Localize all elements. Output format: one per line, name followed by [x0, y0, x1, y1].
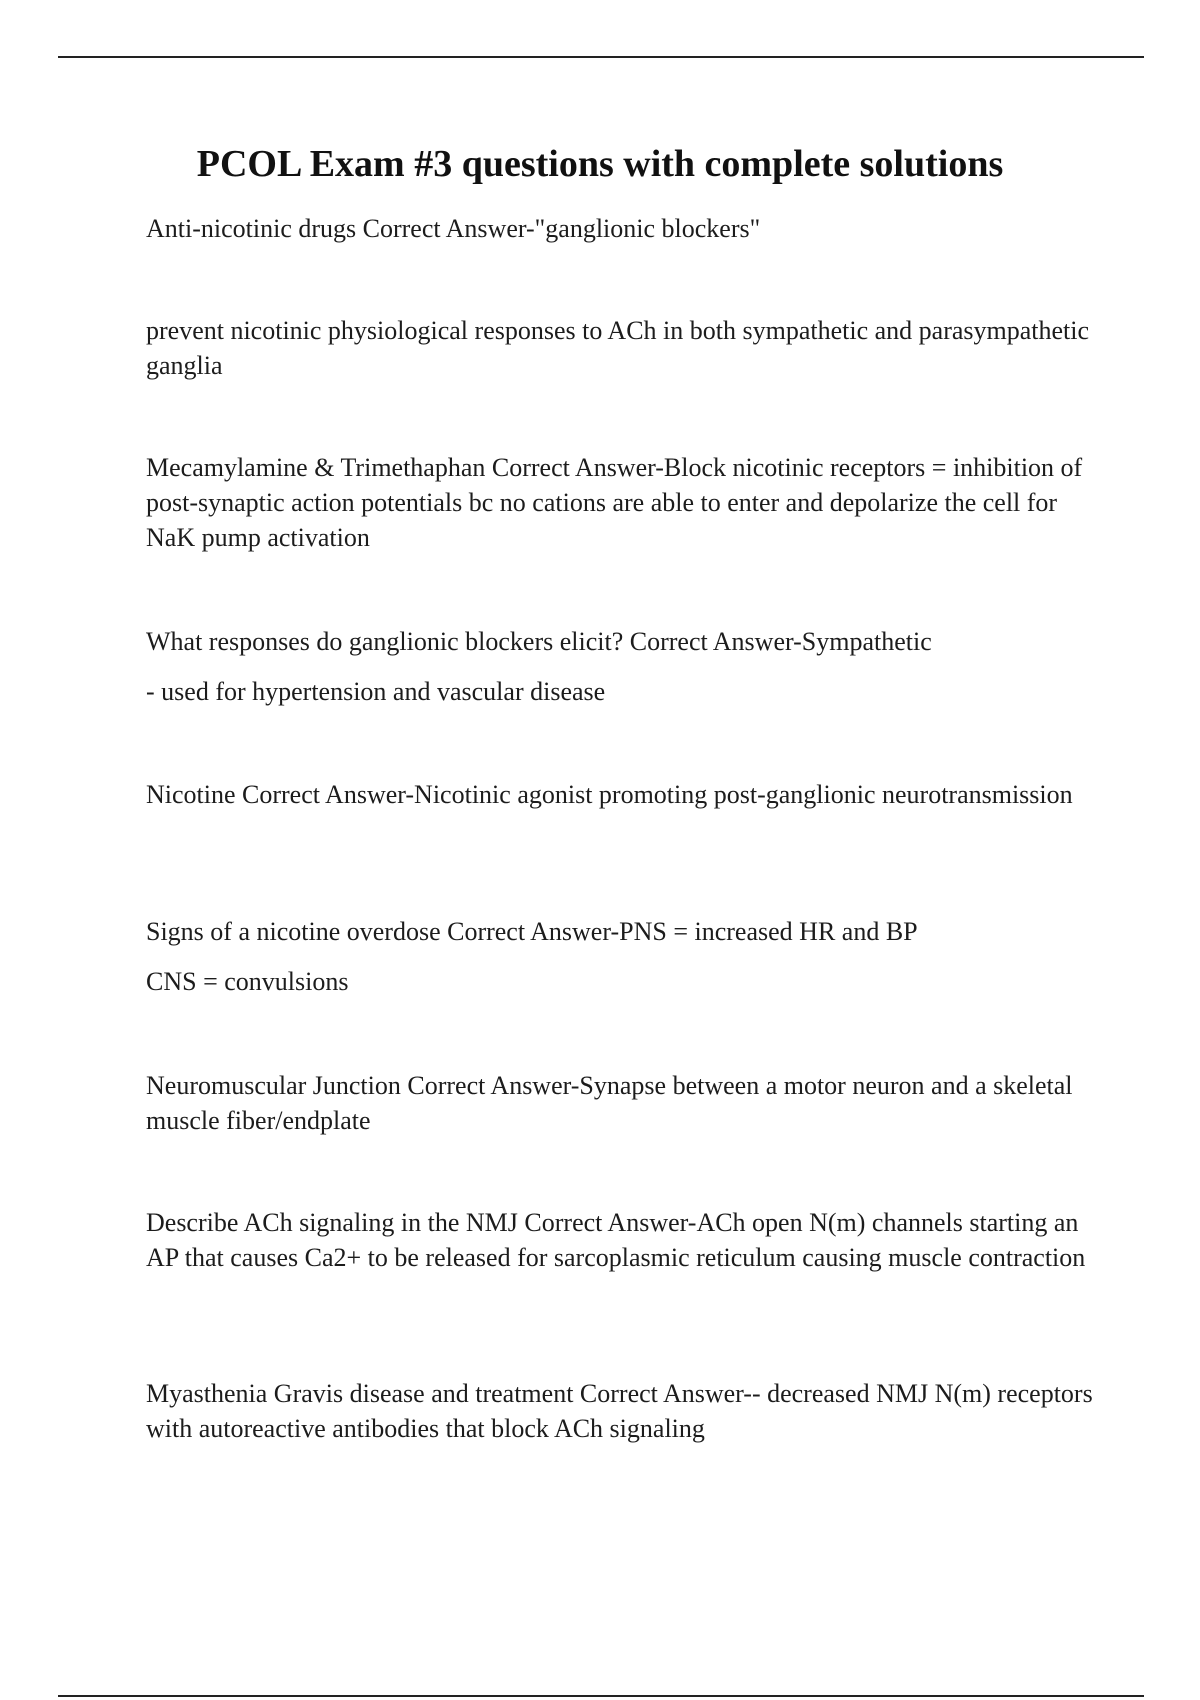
paragraph-nicotine: Nicotine Correct Answer-Nicotinic agonist promoting post-ganglionic neurotransmission — [146, 780, 1073, 809]
paragraph-anti-nicotinic-drugs: Anti-nicotinic drugs Correct Answer-"ganglionic blockers" — [146, 214, 761, 243]
document-title: PCOL Exam #3 questions with complete solutions — [196, 143, 1004, 185]
paragraph-ganglionic-blocker-responses: What responses do ganglionic blockers elicit? Correct Answer-Sympathetic — [146, 627, 932, 656]
paragraph-ach-signaling-nmj: Describe ACh signaling in the NMJ Correct Answer-ACh open N(m) channels starting an AP that causes Ca2+ to be released for sarcoplasmic reticulum causing muscle contraction — [146, 1208, 1086, 1272]
paragraph-neuromuscular-junction: Neuromuscular Junction Correct Answer-Synapse between a motor neuron and a skeletal muscle fiber/endplate — [146, 1071, 1073, 1135]
paragraph-myasthenia-gravis: Myasthenia Gravis disease and treatment Correct Answer-- decreased NMJ N(m) receptors with autoreactive antibodies that block ACh signaling — [146, 1379, 1093, 1443]
bottom-divider — [58, 1695, 1144, 1697]
paragraph-nicotine-overdose: Signs of a nicotine overdose Correct Answer-PNS = increased HR and BP — [146, 917, 918, 946]
paragraph-hypertension-use: - used for hypertension and vascular disease — [146, 677, 606, 706]
paragraph-prevent-nicotinic-responses: prevent nicotinic physiological responses to ACh in both sympathetic and parasympathetic ganglia — [146, 316, 1090, 380]
paragraph-cns-convulsions: CNS = convulsions — [146, 967, 349, 996]
top-divider — [58, 56, 1144, 58]
paragraph-mecamylamine-trimethaphan: Mecamylamine & Trimethaphan Correct Answer-Block nicotinic receptors = inhibition of post-synaptic action potentials bc no cations are able to enter and depolarize the cell for NaK pump activation — [146, 453, 1083, 552]
